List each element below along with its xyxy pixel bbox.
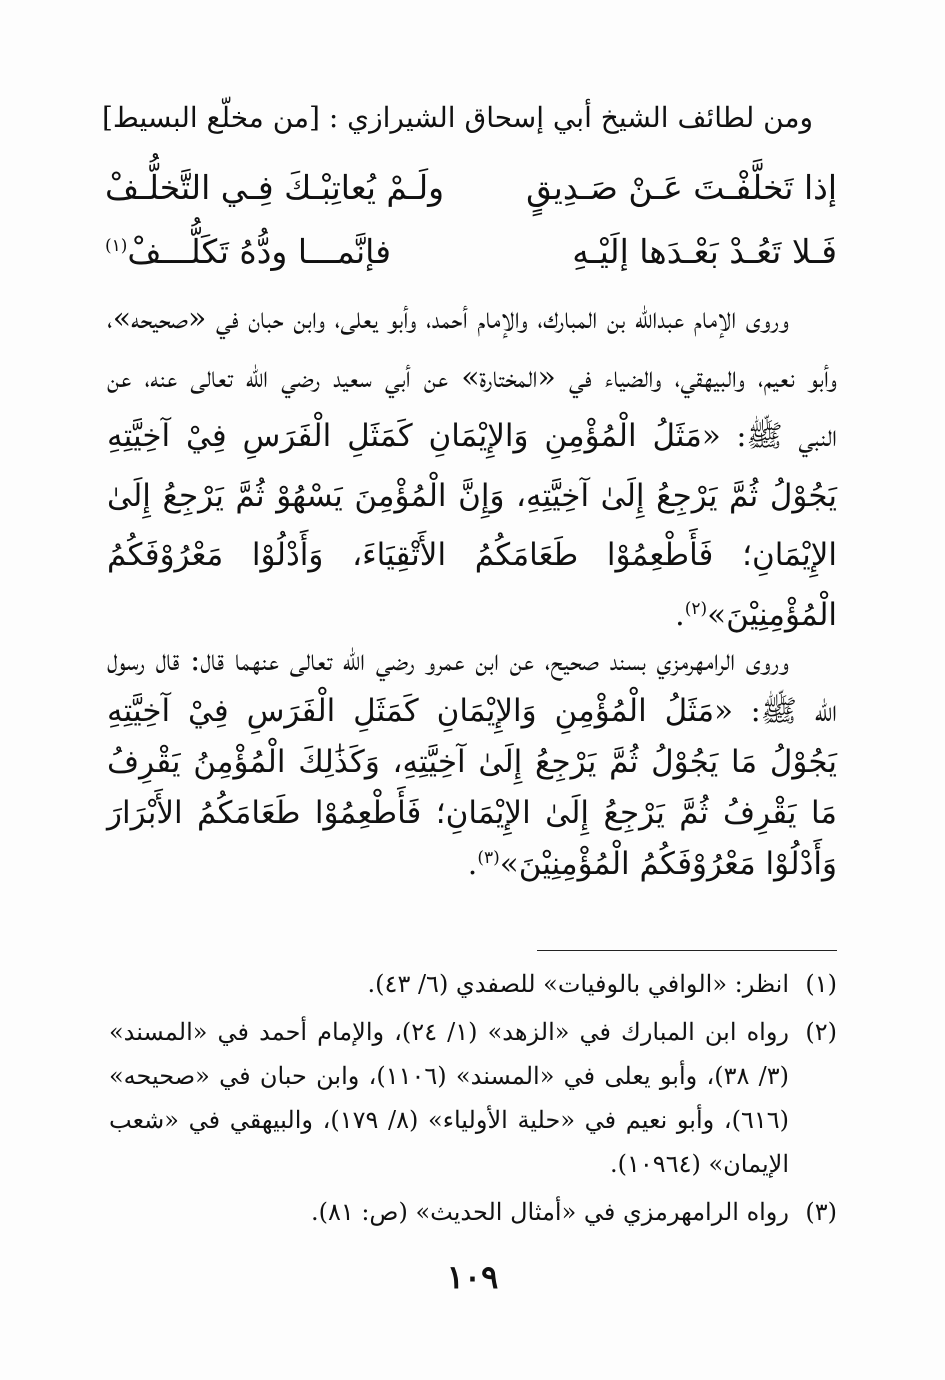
hadith-paragraph-1 — [107, 290, 837, 645]
footnote-reference-2: (٢) — [684, 598, 708, 619]
footnote-3-text: رواه الرامهرمزي في «أمثال الحديث» (ص: ٨١). — [310, 1198, 789, 1226]
paragraph-2-hadith-quote: «مَثَلُ الْمُؤْمِنِ وَالإِيْمَانِ كَمَثَلِ الْفَرَسِ فِيْ آخِيَّتِهِ يَجُوْلُ مَا يَجُوْلُ ثُمَّ يَرْجِعُ إِلَىٰ آخِيَّتِهِ، وَكَذَٰلِكَ الْمُؤْمِنُ يَقْرِفُ مَا يَقْرِفُ ثُمَّ يَرْجِعُ إِلَىٰ الإِيْمَانِ؛ فَأَطْعِمُوْا طَعَامَكُمُ الأَبْرَارَ وَأَدْلُوْا مَعْرُوْفَكُمُ الْمُؤْمِنِيْنَ» — [107, 693, 837, 882]
page-number: ١٠٩ — [446, 1258, 499, 1296]
footnote-1-text: انظر: «الوافي بالوفيات» للصفدي (٦/ ٤٣). — [367, 970, 789, 998]
footnote-reference-1: (١) — [105, 236, 128, 256]
poem-verse-2 — [105, 222, 837, 282]
poem-verse-1 — [105, 158, 837, 218]
paragraph-2-end: . — [467, 847, 478, 882]
footnote-2-number: (٢) — [805, 1018, 837, 1046]
footnote-3 — [109, 1190, 837, 1234]
paragraph-1-narration: وروى الإمام عبدالله بن المبارك، والإمام أحمد، وأبو يعلى، وابن حبان في «صحيحه»، وأبو نعيم، والبيهقي، والضياء في «المختارة» عن أبي سعيد رضي الله تعالى عنه، عن النبي ﷺ: — [107, 301, 837, 454]
verse-1-first-hemistich: إذا تَخلَّفْـتَ عَـنْ صَـدِيقٍ — [526, 168, 837, 207]
footnotes-section — [109, 962, 837, 1238]
footnote-1 — [109, 962, 837, 1006]
paragraph-1-hadith-quote: «مَثَلُ الْمُؤْمِنِ وَالإِيْمَانِ كَمَثَلِ الْفَرَسِ فِيْ آخِيَّتِهِ يَجُوْلُ ثُمَّ يَرْجِعُ إِلَىٰ آخِيَّتِهِ، وَإِنَّ الْمُؤْمِنَ يَسْهُوْ ثُمَّ يَرْجِعُ إِلَىٰ الإِيْمَانِ؛ فَأَطْعِمُوْا طَعَامَكُمُ الأَتْقِيَاءَ، وَأَدْلُوْا مَعْرُوْفَكُمُ الْمُؤْمِنِيْنَ» — [107, 418, 837, 633]
paragraph-2-narration: وروى الرامهرمزي بسند صحيح، عن ابن عمرو رضي الله تعالى عنهما قال: قال رسول الله ﷺ: — [107, 643, 837, 729]
paragraph-1-end: . — [675, 597, 685, 633]
footnote-3-number: (٣) — [805, 1198, 837, 1226]
poem-introduction: ومن لطائف الشيخ أبي إسحاق الشيرازي : [من مخلّع البسيط] — [101, 101, 813, 134]
verse-2-second-hemistich — [105, 222, 391, 282]
hadith-paragraph-2 — [107, 636, 837, 890]
footnote-1-number: (١) — [805, 970, 837, 998]
footnote-separator — [537, 950, 837, 951]
verse-2-first-hemistich: فَـلا تَعُـدْ بَعْـدَها إلَيْـهِ — [572, 232, 837, 271]
verse-1-second-hemistich: ولَـمْ يُعاتِبْـكَ فِـي التَّخلُّـفْ — [105, 168, 445, 207]
verse-2-second-text: فإنَّمـــا ودُّهُ تَكَلُّـــفْ — [127, 232, 391, 271]
footnote-reference-3: (٣) — [477, 848, 500, 868]
footnote-2-text: رواه ابن المبارك في «الزهد» (١/ ٢٤)، والإمام أحمد في «المسند» (٣/ ٣٨)، وأبو يعلى في «المسند» (١١٠٦)، وابن حبان في «صحيحه» (٦١٦)، وأبو نعيم في «حلية الأولياء» (٨/ ١٧٩)، والبيهقي في «شعب الإيمان» (١٠٩٦٤). — [109, 1018, 790, 1178]
footnote-2 — [109, 1010, 837, 1186]
